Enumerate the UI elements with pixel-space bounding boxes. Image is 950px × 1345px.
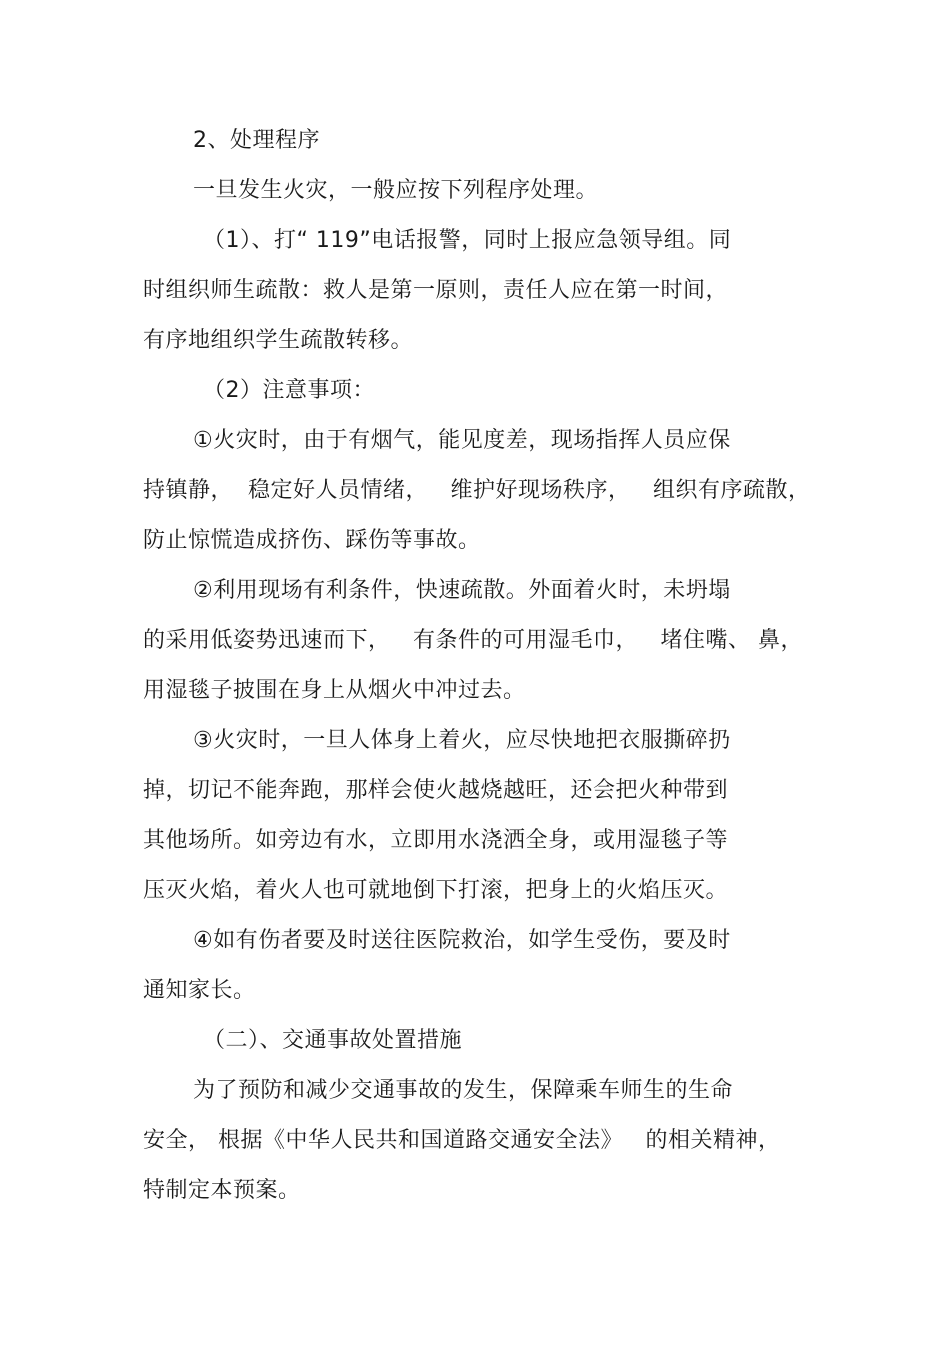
section-heading: 2、处理程序 [193, 128, 320, 153]
paragraph-line: 特制定本预案。 [143, 1178, 301, 1203]
paragraph-line: 防止惊慌造成挤伤、踩伤等事故。 [143, 528, 481, 553]
paragraph-line: 压灭火焰，着火人也可就地倒下打滚，把身上的火焰压灭。 [143, 878, 729, 903]
paragraph-line: 有序地组织学生疏散转移。 [143, 328, 414, 353]
paragraph-line: 的采用低姿势迅速而下， 有条件的可用湿毛巾， 堵住嘴、 鼻， [143, 628, 803, 653]
paragraph-line: 为了预防和减少交通事故的发生，保障乘车师生的生命 [193, 1078, 734, 1103]
paragraph-line: ②利用现场有利条件，快速疏散。外面着火时，未坍塌 [193, 578, 731, 603]
section-heading: （二）、交通事故处置措施 [203, 1028, 463, 1053]
paragraph-line: 安全， 根据《中华人民共和国道路交通安全法》 的相关精神， [143, 1128, 781, 1153]
paragraph-line: ④如有伤者要及时送往医院救治，如学生受伤，要及时 [193, 928, 731, 953]
paragraph-line: （2）注意事项： [203, 378, 375, 403]
paragraph-line: 时组织师生疏散：救人是第一原则，责任人应在第一时间， [143, 278, 729, 303]
paragraph-line: ①火灾时，由于有烟气，能见度差，现场指挥人员应保 [193, 428, 731, 453]
paragraph-line: （1）、打“ 119”电话报警，同时上报应急领导组。同 [203, 228, 732, 253]
paragraph-line: 用湿毯子披围在身上从烟火中冲过去。 [143, 678, 526, 703]
paragraph-line: 通知家长。 [143, 978, 256, 1003]
paragraph-line: 一旦发生火灾，一般应按下列程序处理。 [193, 178, 599, 203]
paragraph-line: 掉，切记不能奔跑，那样会使火越烧越旺，还会把火种带到 [143, 778, 729, 803]
paragraph-line: 其他场所。如旁边有水，立即用水浇洒全身，或用湿毯子等 [143, 828, 729, 853]
paragraph-line: ③火灾时，一旦人体身上着火，应尽快地把衣服撕碎扔 [193, 728, 731, 753]
paragraph-line: 持镇静， 稳定好人员情绪， 维护好现场秩序， 组织有序疏散， [143, 478, 811, 503]
